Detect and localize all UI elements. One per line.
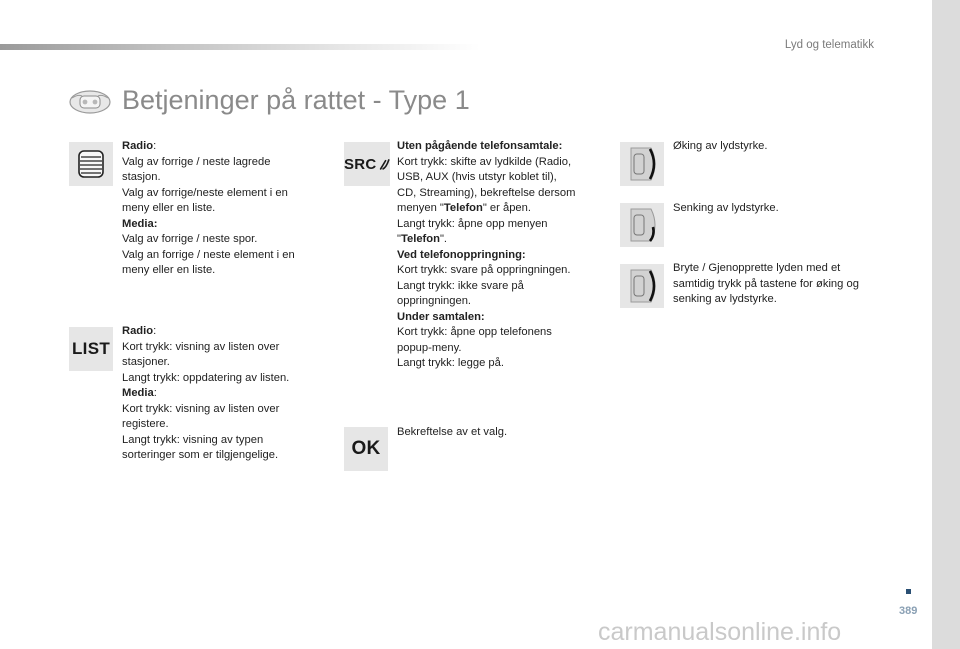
text-line: meny eller en liste. [122,202,216,214]
header-rule [0,44,480,50]
volume-down-key-icon [620,203,664,247]
text-line: Valg av forrige / neste spor. [122,233,258,245]
list-key-label: LIST [71,339,111,358]
src-key-label: SRC [344,155,377,173]
incoming-call-label: Ved telefonoppringning: [397,248,526,261]
steering-wheel-controls-icon [68,88,112,116]
radio-label: Radio [122,325,154,337]
page-marker [906,589,911,594]
media-label: Media: [122,217,158,230]
volume-up-description: Øking av lydstyrke. [673,140,768,152]
text-line: sorteringer som er tilgjengelige. [122,449,279,461]
radio-label: Radio [122,140,154,152]
text-fragment: " er åpen. [482,202,531,214]
during-call-label: Under samtalen: [397,310,485,323]
text-line: Langt trykk: oppdatering av listen. [122,371,290,384]
phone-icon [379,156,390,172]
volume-down-description: Senking av lydstyrke. [673,202,779,214]
text-line: Kort trykk: visning av listen over [122,402,280,415]
page-edge-strip [932,0,960,649]
text-line: Kort trykk: svare på oppringningen. [397,264,571,276]
text-line: oppringningen. [397,295,472,307]
text-line: Langt trykk: åpne opp menyen [397,217,548,230]
text-line: Langt trykk: legge på. [397,357,504,369]
src-key-description [397,139,609,372]
watermark: carmanualsonline.info [598,618,842,646]
volume-up-key-icon [620,142,664,186]
text-line: Valg av forrige / neste lagrede [122,155,271,168]
media-label: Media [122,387,154,399]
page-title: Betjeninger på rattet - Type 1 [122,85,470,115]
section-header: Lyd og telematikk [784,39,874,51]
ok-key-icon [344,427,388,471]
ok-key-description: Bekreftelse av et valg. [397,426,508,438]
text-line: samtidig trykk på tastene for øking og [673,277,859,290]
page-number: 389 [899,605,918,617]
telefon-word: Telefon [400,233,440,245]
src-phone-key-icon [344,142,390,186]
text-fragment: " [397,233,401,245]
text-line: USB, AUX (hvis utstyr koblet til), [397,171,557,183]
list-key-description: Radio: Kort trykk: visning av listen over stasjoner. Langt trykk: oppdatering av listen. Media: Kort trykk: visning av listen over registere. Langt trykk: visning av typen sorteringer som er tilgjengelige. [122,324,322,464]
text-line: Kort trykk: åpne opp telefonens [397,326,552,338]
text-line: Valg av forrige/neste element i en [122,186,288,199]
text-line: Valg an forrige / neste element i en [122,248,295,261]
text-line: senking av lydstyrke. [673,293,777,305]
thumbwheel-icon [69,142,113,186]
ok-key-label: OK [351,438,381,459]
text-line: registere. [122,418,169,430]
text-fragment: menyen " [397,202,444,214]
text-line: stasjon. [122,171,161,183]
text-line [397,201,609,217]
text-line: popup-meny. [397,341,462,354]
text-line: stasjoner. [122,356,170,368]
text-line: Langt trykk: ikke svare på [397,279,524,292]
text-line: meny eller en liste. [122,264,216,276]
mute-description [673,261,893,308]
mute-key-icon [620,264,664,308]
text-line: Kort trykk: visning av listen over [122,340,280,353]
text-line: Bryte / Gjenopprette lyden med et [673,262,841,274]
no-call-label: Uten pågående telefonsamtale: [397,140,563,152]
radio-thumbwheel-description: Radio: Valg av forrige / neste lagrede stasjon. Valg av forrige/neste element i en meny eller en liste. Media: Valg av forrige / neste spor. Valg an forrige / neste element i en meny eller en liste. [122,139,322,279]
text-line: Kort trykk: skifte av lydkilde (Radio, [397,155,572,168]
text-fragment: ". [439,233,448,245]
text-line [397,232,609,248]
telefon-word: Telefon [443,202,483,214]
list-key-icon [69,327,113,371]
text-line: Langt trykk: visning av typen [122,433,264,446]
text-line: CD, Streaming), bekreftelse dersom [397,186,576,199]
